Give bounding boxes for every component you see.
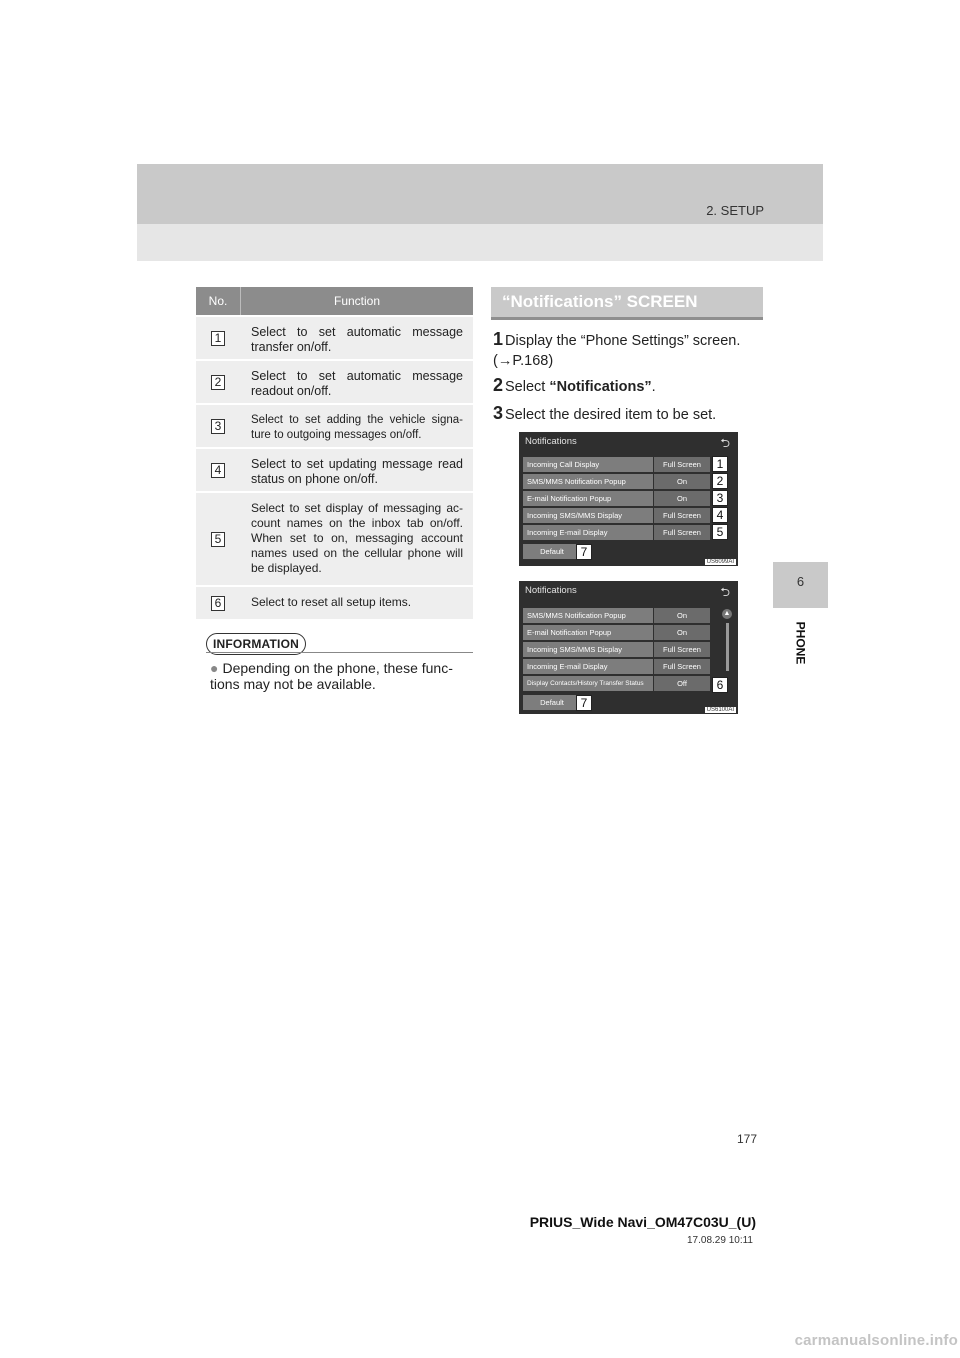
header-subband bbox=[137, 224, 823, 261]
setting-row[interactable]: Incoming E-mail Display Full Screen bbox=[523, 525, 710, 540]
row-function: Select to reset all setup items. bbox=[251, 595, 412, 609]
setting-row[interactable]: E-mail Notification Popup On bbox=[523, 491, 710, 506]
callout-7: 7 bbox=[576, 544, 592, 560]
setting-row[interactable]: Incoming SMS/MMS Display Full Screen bbox=[523, 508, 710, 523]
table-row bbox=[196, 403, 473, 447]
information-text: ● Depending on the phone, these func- tions may not be available. bbox=[210, 660, 453, 692]
screenshot-notifications-2 bbox=[519, 581, 738, 714]
function-table bbox=[196, 287, 473, 619]
step-3: 3 Select the desired item to be set. bbox=[493, 403, 717, 423]
manual-title: PRIUS_Wide Navi_OM47C03U_(U) bbox=[529, 1214, 756, 1230]
default-button[interactable]: Default bbox=[523, 695, 581, 710]
table-row bbox=[196, 359, 473, 403]
chapter-label: PHONE bbox=[793, 621, 808, 665]
callout-3: 3 bbox=[712, 490, 728, 506]
information-badge: INFORMATION bbox=[206, 633, 306, 655]
row-number: 4 bbox=[211, 463, 225, 478]
section-heading: “Notifications” SCREEN bbox=[491, 287, 763, 317]
screen-title: Notifications bbox=[525, 436, 577, 447]
row-number: 6 bbox=[211, 596, 225, 611]
row-number: 2 bbox=[211, 375, 225, 390]
table-row bbox=[196, 585, 473, 619]
header-no: No. bbox=[208, 294, 228, 308]
image-id: US6099AI bbox=[706, 559, 734, 565]
setting-row[interactable]: Incoming E-mail Display Full Screen bbox=[523, 659, 710, 674]
back-icon[interactable]: ⮌ bbox=[720, 436, 730, 450]
back-icon[interactable]: ⮌ bbox=[720, 585, 730, 599]
callout-2: 2 bbox=[712, 473, 728, 489]
chapter-number: 6 bbox=[796, 574, 805, 589]
row-number: 3 bbox=[211, 419, 225, 434]
row-number: 5 bbox=[211, 532, 225, 547]
step-1: 1 Display the “Phone Settings” screen. (→P.168) bbox=[493, 329, 741, 369]
callout-5: 5 bbox=[712, 524, 728, 540]
watermark: carmanualsonline.info bbox=[794, 1332, 958, 1349]
setting-row[interactable]: SMS/MMS Notification Popup On bbox=[523, 608, 710, 623]
section-title: 2. SETUP bbox=[706, 203, 764, 218]
setting-row[interactable]: Incoming Call Display Full Screen bbox=[523, 457, 710, 472]
print-date: 17.08.29 10:11 bbox=[687, 1235, 753, 1246]
image-id: US6100AI bbox=[706, 707, 734, 713]
row-function: Select to set adding the vehicle signa- ture to outgoing messages on/off. bbox=[251, 414, 463, 441]
screenshot-notifications-1 bbox=[519, 432, 738, 566]
bullet-icon: ● bbox=[210, 660, 219, 676]
scroll-up-icon[interactable]: ▲ bbox=[723, 610, 731, 617]
row-number: 1 bbox=[211, 331, 225, 346]
setting-row[interactable]: Display Contacts/History Transfer Status Off bbox=[523, 676, 710, 691]
scrollbar[interactable] bbox=[726, 623, 729, 671]
callout-6: 6 bbox=[712, 677, 728, 693]
page-number: 177 bbox=[737, 1132, 758, 1146]
setting-row[interactable]: Incoming SMS/MMS Display Full Screen bbox=[523, 642, 710, 657]
default-button[interactable]: Default bbox=[523, 544, 581, 559]
setting-row[interactable]: SMS/MMS Notification Popup On bbox=[523, 474, 710, 489]
row-function: Select to set updating message read status on phone on/off. bbox=[251, 457, 463, 486]
row-function: Select to set display of messaging ac- count names on the inbox tab on/off. When set to on, messaging account names used on the cellular phone will be displayed. bbox=[251, 501, 463, 575]
header-function: Function bbox=[240, 287, 473, 315]
callout-7: 7 bbox=[576, 695, 592, 711]
table-row bbox=[196, 315, 473, 359]
information-divider bbox=[206, 652, 473, 653]
step-2: 2 Select “Notifications”. bbox=[493, 375, 656, 395]
table-row bbox=[196, 447, 473, 491]
row-function: Select to set automatic message readout on/off. bbox=[251, 369, 463, 398]
screen-title: Notifications bbox=[525, 585, 577, 596]
row-function: Select to set automatic message transfer on/off. bbox=[251, 325, 463, 354]
callout-4: 4 bbox=[712, 507, 728, 523]
table-header bbox=[196, 287, 473, 315]
table-row bbox=[196, 491, 473, 585]
callout-1: 1 bbox=[712, 456, 728, 472]
setting-row[interactable]: E-mail Notification Popup On bbox=[523, 625, 710, 640]
